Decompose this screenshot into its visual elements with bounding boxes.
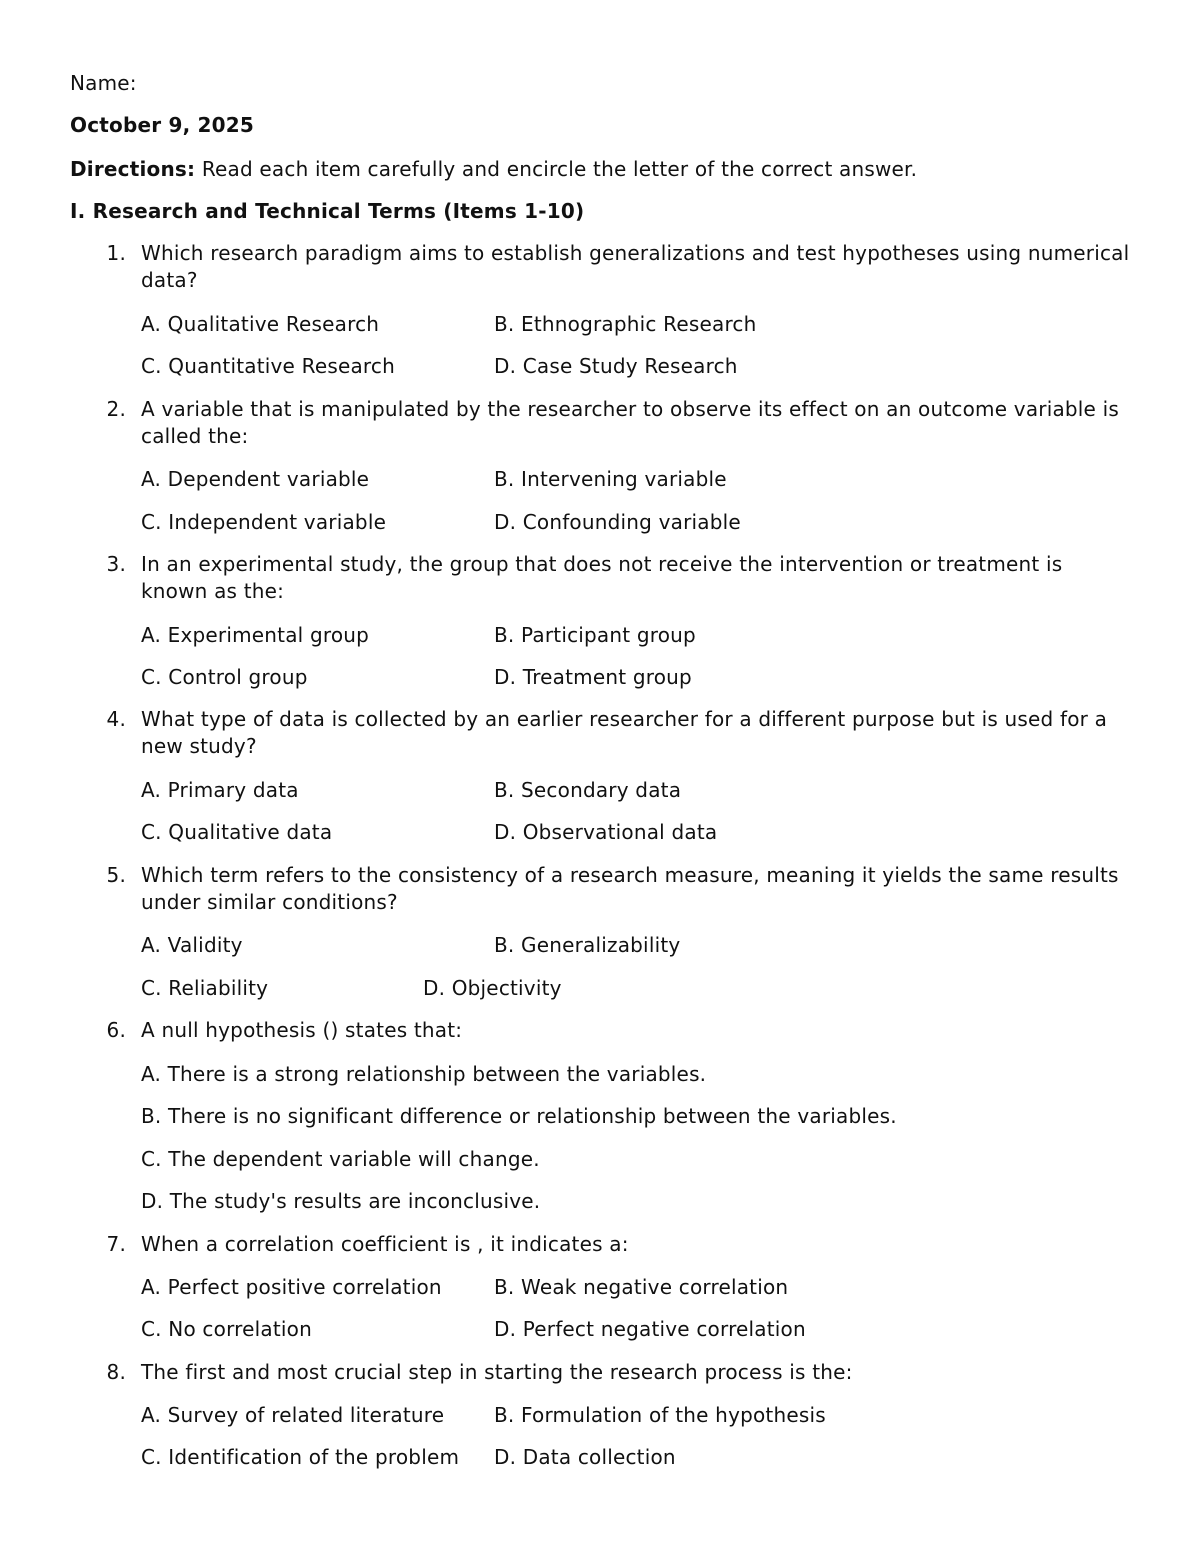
question-text: The first and most crucial step in starting the research process is the: — [141, 1360, 853, 1384]
option-c[interactable]: C. Control group — [141, 665, 308, 689]
option-a[interactable]: A. Perfect positive correlation — [141, 1275, 442, 1299]
question-number: 2. — [106, 397, 126, 421]
option-b[interactable]: B. Participant group — [494, 623, 696, 647]
directions — [70, 156, 917, 182]
option-b[interactable]: B. Ethnographic Research — [494, 312, 757, 336]
option-d[interactable]: D. Data collection — [494, 1445, 676, 1469]
question-text: In an experimental study, the group that does not receive the intervention or treatment is known as the: — [141, 552, 1063, 603]
option-a[interactable]: A. There is a strong relationship between the variables. — [141, 1062, 707, 1086]
option-a[interactable]: A. Qualitative Research — [141, 312, 380, 336]
option-d[interactable]: D. Case Study Research — [494, 354, 738, 378]
option-b[interactable]: B. Generalizability — [494, 933, 681, 957]
question-number: 6. — [106, 1018, 126, 1042]
section-title: I. Research and Technical Terms (Items 1-10) — [70, 199, 585, 223]
option-b[interactable]: B. Intervening variable — [494, 467, 727, 491]
option-c[interactable]: C. The dependent variable will change. — [141, 1147, 540, 1171]
option-d[interactable]: D. The study's results are inconclusive. — [141, 1189, 541, 1213]
option-d[interactable]: D. Treatment group — [494, 665, 692, 689]
option-d[interactable]: D. Observational data — [494, 820, 718, 844]
option-c[interactable]: C. Identification of the problem — [141, 1445, 460, 1469]
option-c[interactable]: C. Independent variable — [141, 510, 387, 534]
question-number: 1. — [106, 241, 126, 265]
directions-label: Directions: — [70, 157, 196, 181]
option-b[interactable]: B. Weak negative correlation — [494, 1275, 789, 1299]
name-label: Name: — [70, 71, 137, 95]
option-b[interactable]: B. There is no significant difference or relationship between the variables. — [141, 1104, 897, 1128]
option-c[interactable]: C. No correlation — [141, 1317, 312, 1341]
option-b[interactable]: B. Formulation of the hypothesis — [494, 1403, 826, 1427]
question-number: 4. — [106, 707, 126, 731]
question-text: Which term refers to the consistency of a research measure, meaning it yields the same results under similar conditions? — [141, 863, 1119, 914]
option-c[interactable]: C. Qualitative data — [141, 820, 333, 844]
option-a[interactable]: A. Primary data — [141, 778, 299, 802]
question-text: When a correlation coefficient is , it indicates a: — [141, 1232, 629, 1256]
option-a[interactable]: A. Validity — [141, 933, 243, 957]
exam-date: October 9, 2025 — [70, 113, 255, 137]
question-text: Which research paradigm aims to establish generalizations and test hypotheses using numerical data? — [141, 241, 1130, 292]
question-number: 5. — [106, 863, 126, 887]
option-b[interactable]: B. Secondary data — [494, 778, 682, 802]
option-c[interactable]: C. Reliability — [141, 976, 269, 1000]
option-a[interactable]: A. Survey of related literature — [141, 1403, 445, 1427]
question-number: 8. — [106, 1360, 126, 1384]
question-number: 3. — [106, 552, 126, 576]
option-a[interactable]: A. Experimental group — [141, 623, 370, 647]
option-d[interactable]: D. Confounding variable — [494, 510, 741, 534]
option-c[interactable]: C. Quantitative Research — [141, 354, 395, 378]
directions-text: Read each item carefully and encircle the letter of the correct answer. — [201, 157, 918, 181]
question-number: 7. — [106, 1232, 126, 1256]
option-a[interactable]: A. Dependent variable — [141, 467, 370, 491]
question-text: What type of data is collected by an earlier researcher for a different purpose but is used for a new study? — [141, 707, 1108, 758]
question-text: A null hypothesis () states that: — [141, 1018, 463, 1042]
question-text: A variable that is manipulated by the researcher to observe its effect on an outcome variable is called the: — [141, 397, 1119, 448]
option-d[interactable]: D. Objectivity — [423, 976, 562, 1000]
option-d[interactable]: D. Perfect negative correlation — [494, 1317, 806, 1341]
